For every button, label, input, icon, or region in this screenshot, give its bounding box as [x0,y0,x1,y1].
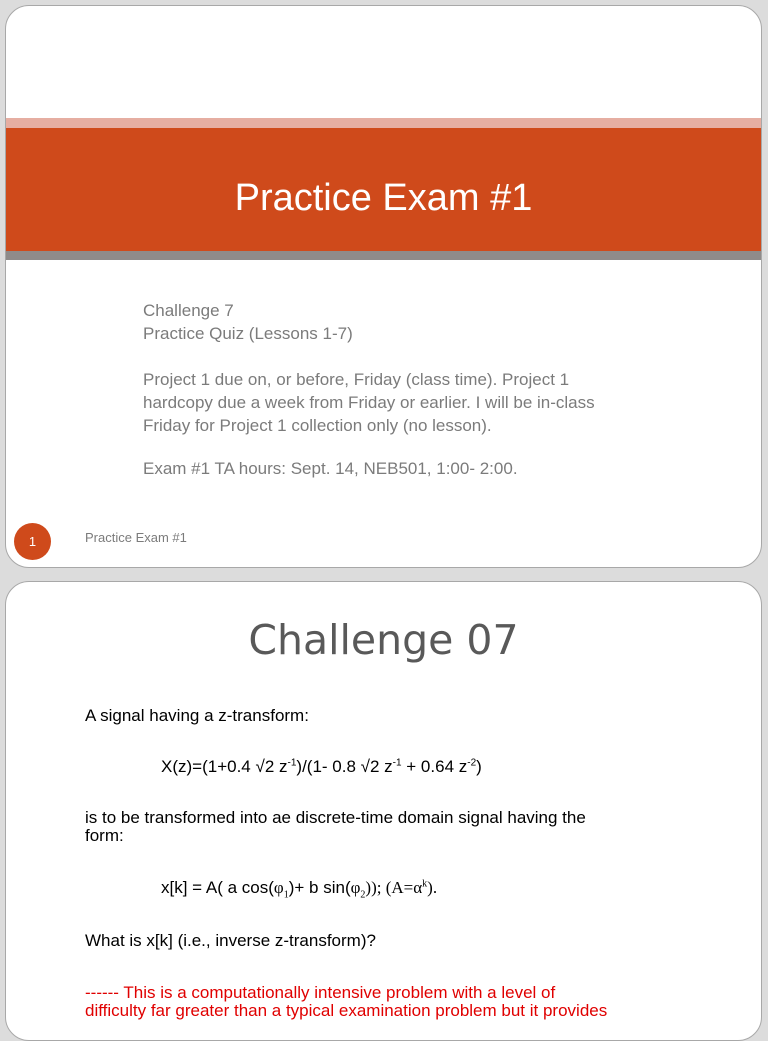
agenda-item-quiz: Practice Quiz (Lessons 1-7) [143,324,353,343]
ta-hours [143,457,703,480]
ta-hours-line: Exam #1 TA hours: Sept. 14, NEB501, 1:00- 2:00. [143,459,518,478]
agenda-list [143,299,703,345]
intro-text: A signal having a z-transform: [85,706,309,725]
agenda-item-challenge: Challenge 7 [143,301,234,320]
question-text: What is x[k] (i.e., inverse z-transform)? [85,931,376,950]
title-band-highlight [6,118,761,128]
project-notice-line: Friday for Project 1 collection only (no lesson). [143,416,492,435]
project-notice-line: Project 1 due on, or before, Friday (class time). Project 1 [143,370,570,389]
slide-1 [5,5,762,568]
title-band-shadow [6,251,761,260]
z-transform-formula: X(z)=(1+0.4 √2 $z^{-1})/(1-$ 0.8 √2 $z^{-1} + 0.64$ $z^{-2}$) [161,757,482,776]
slide-footer: Practice Exam #1 [85,530,187,545]
signal-form-formula: x[k] = A( a $\cos(\varphi_1)+ b$ $\sin(\varphi_2)$); $(A=\alpha^k)$. [161,878,438,901]
slide-2 [5,581,762,1041]
slide-number-badge: 1 [14,523,51,560]
project-notice-line: hardcopy due a week from Friday or earlier. I will be in-class [143,393,595,412]
difficulty-note: ------ This is a computationally intensive problem with a level of difficulty far greater than a typical examination problem but it provides [85,983,608,1020]
project-notice [143,368,703,437]
slide-title: Challenge 07 [248,616,519,664]
slide-title: Practice Exam #1 [234,177,533,219]
transform-text: is to be transformed into ae discrete-time domain signal having the form: [85,808,586,845]
